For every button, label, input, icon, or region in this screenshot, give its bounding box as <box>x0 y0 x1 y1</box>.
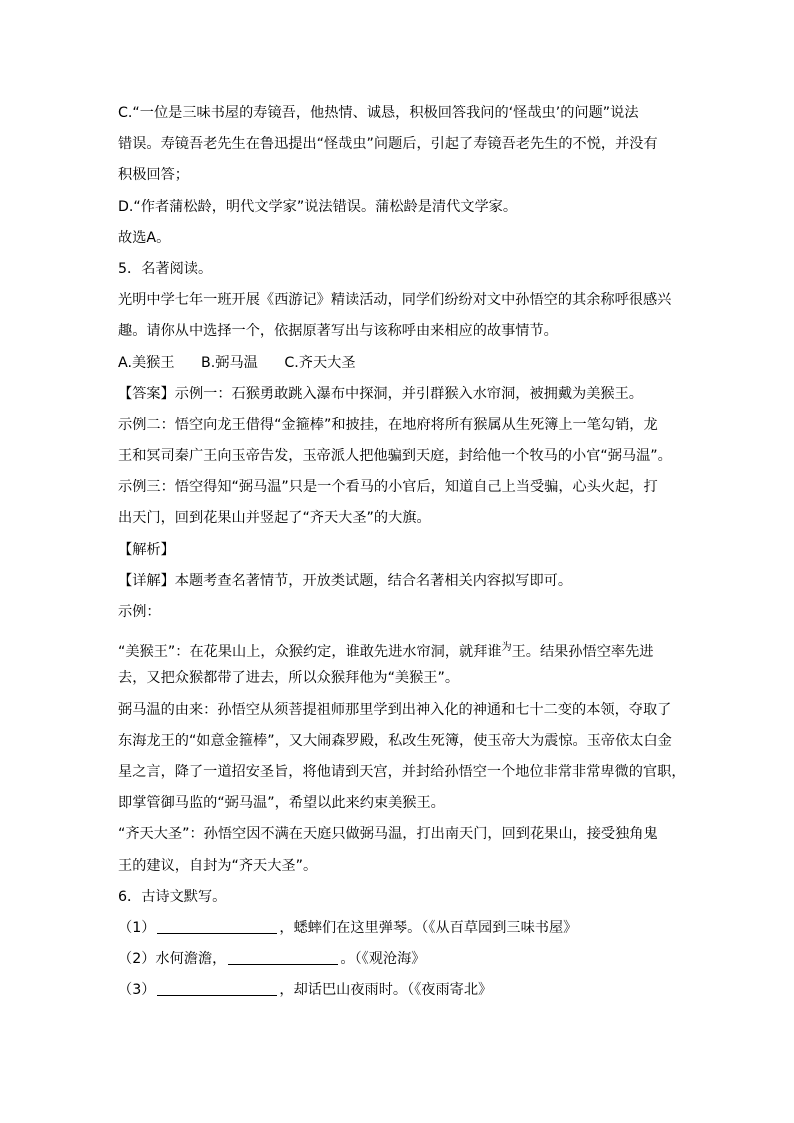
text-span: 水何澹澹， <box>155 951 227 968</box>
fill-blank[interactable] <box>228 948 338 965</box>
options-row <box>118 348 678 379</box>
text-line: 积极回答； <box>118 167 189 184</box>
detail-line: 【详解】本题考查名著情节，开放类试题，结合名著相关内容拟写即可。 <box>118 572 573 589</box>
text-line: D.“作者蒲松龄，明代文学家”说法错误。蒲松龄是清代文学家。 <box>118 198 518 215</box>
answer-line: 【答案】示例一：石猴勇敢跳入瀑布中探洞，并引群猴入水帘洞，被拥戴为美猴王。 <box>118 385 643 402</box>
meihouwang-line <box>118 632 678 663</box>
text-line: 示例二：悟空向龙王借得“金箍棒”和披挂，在地府将所有猴属从生死簿上一笔勾销，龙 <box>118 416 658 433</box>
text-line: 出天门，回到花果山并竖起了“齐天大圣”的大旗。 <box>118 510 431 527</box>
fill-blank[interactable] <box>157 917 277 934</box>
text-line: “齐天大圣”：孙悟空因不满在天庭只做弼马温，打出南天门，回到花果山，接受独角鬼 <box>118 826 658 843</box>
text-span: “美猴王”：在花果山上，众猴约定，谁敢先进水帘洞，就拜谁 <box>118 644 502 661</box>
question-heading: 5．名著阅读。 <box>118 260 213 277</box>
poem-line-2 <box>118 944 678 975</box>
page-content <box>118 98 686 1006</box>
poem-line-1 <box>118 913 678 944</box>
text-line: 示例三：悟空得知“弼马温”只是一个看马的小官后，知道自己上当受骗，心头火起，打 <box>118 479 658 496</box>
text-line: 去，又把众猴都带了进去，所以众猴拜他为“美猴王”。 <box>118 670 460 687</box>
option-b: B.弼马温 <box>201 354 258 371</box>
poem-line-3 <box>118 975 678 1006</box>
text-line: 王和冥司秦广王向玉帝告发，玉帝派人把他骗到天庭，封给他一个牧马的小官“弼马温”。 <box>118 448 672 465</box>
option-c: C.齐天大圣 <box>284 354 356 371</box>
text-line: 光明中学七年一班开展《西游记》精读活动，同学们纷纷对文中孙悟空的其余称呼很感兴 <box>118 292 672 309</box>
text-line: 弼马温的由来：孙悟空从须菩提祖师那里学到出神入化的神通和七十二变的本领，夺取了 <box>118 701 672 718</box>
analysis-heading: 【解析】 <box>118 541 175 558</box>
text-line: 王的建议，自封为“齐天大圣”。 <box>118 857 318 874</box>
text-line: C.“一位是三味书屋的寿镜吾，他热情、诚恳，积极回答我问的‘怪哉虫’的问题”说法 <box>118 105 639 121</box>
item-number: （3） <box>118 982 156 999</box>
fill-blank[interactable] <box>157 979 277 996</box>
text-span: 。（《观沧海》 <box>340 951 426 968</box>
text-span: ，蟋蟀们在这里弹琴。（《从百草园到三味书屋》 <box>279 919 578 936</box>
text-span: ，却话巴山夜雨时。（《夜雨寄北》 <box>279 982 493 999</box>
text-line: 即掌管御马监的“弼马温”，希望以此来约束美猴王。 <box>118 795 445 812</box>
text-line: 东海龙王的“如意金箍棒”，又大闹森罗殿，私改生死簿，使玉帝大为震惊。玉帝依太白金 <box>118 732 672 749</box>
question-heading: 6．古诗文默写。 <box>118 888 227 905</box>
item-number: （1） <box>118 919 156 936</box>
option-a: A.美猴王 <box>118 354 175 371</box>
text-line: 趣。请你从中选择一个，依据原著写出与该称呼由来相应的故事情节。 <box>118 323 558 340</box>
text-line: 星之言，降了一道招安圣旨，将他请到天宫，并封给孙悟空一个地位非常非常卑微的官职， <box>118 763 686 780</box>
text-line: 故选A。 <box>118 229 171 246</box>
item-number: （2） <box>118 951 156 968</box>
raised-char: 为 <box>501 642 512 654</box>
text-line: 示例： <box>118 604 161 620</box>
text-span: 王。结果孙悟空率先进 <box>511 644 654 661</box>
text-line: 错误。寿镜吾老先生在鲁迅提出“怪哉虫”问题后，引起了寿镜吾老先生的不悦，并没有 <box>118 136 658 153</box>
